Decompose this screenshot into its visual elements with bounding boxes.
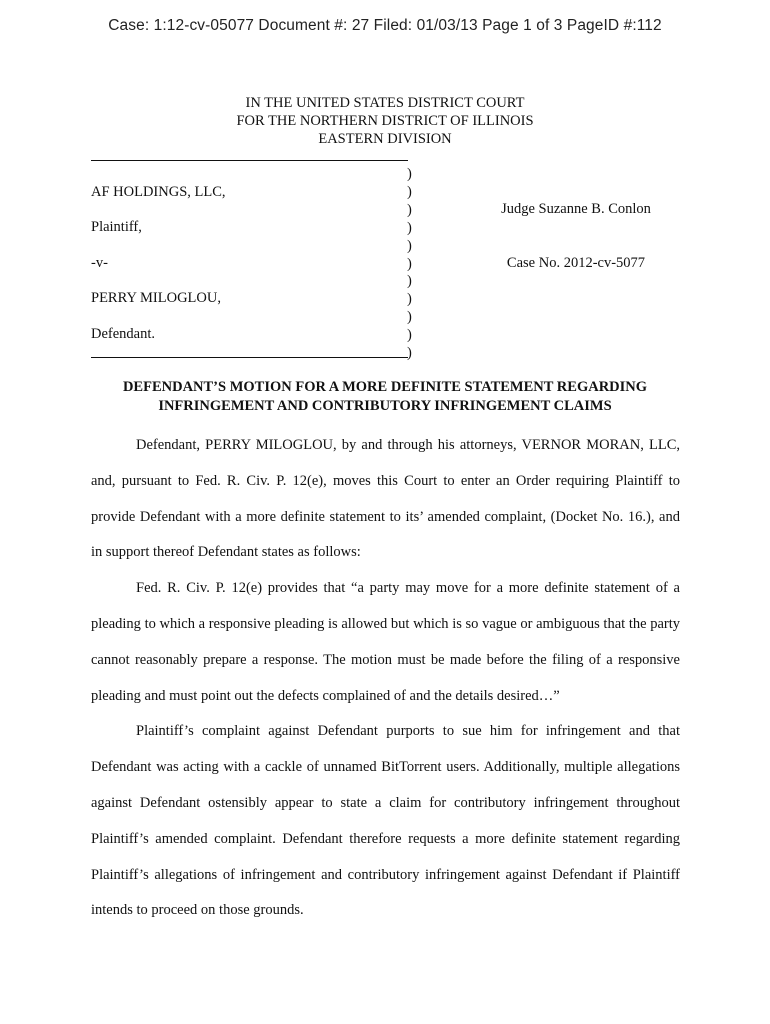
court-heading: [0, 94, 770, 148]
body-paragraph-1: Defendant, PERRY MILOGLOU, by and through his attorneys, VERNOR MORAN, LLC, and, pursuant to Fed. R. Civ. P. 12(e), moves this Court to enter an Order requiring Plaintiff to provide Defendant with a more definite statement to its’ amended complaint, (Docket No. 16.), and in support thereof Defendant states as follows:: [91, 437, 680, 561]
court-line-2: FOR THE NORTHERN DISTRICT OF ILLINOIS: [236, 113, 534, 129]
body-paragraph-2: Fed. R. Civ. P. 12(e) provides that “a party may move for a more definite statement of a pleading to which a responsive pleading is allowed but which is so vague or ambiguous that the party cannot reasonably prepare a response. The motion must be made before the filing of a responsive pleading and must point out the defects complained of and the details desired…”: [91, 580, 680, 704]
case-caption: [91, 160, 691, 360]
motion-body: [91, 428, 680, 929]
plaintiff-role: Plaintiff,: [91, 219, 142, 235]
judge-name: Judge Suzanne B. Conlon: [501, 201, 651, 217]
motion-title: [0, 378, 770, 416]
versus: -v-: [91, 255, 108, 271]
defendant-name: PERRY MILOGLOU,: [91, 290, 221, 306]
motion-title-line-2: INFRINGEMENT AND CONTRIBUTORY INFRINGEMENT CLAIMS: [158, 398, 612, 414]
case-number: Case No. 2012-cv-5077: [506, 255, 646, 271]
ecf-header: Case: 1:12-cv-05077 Document #: 27 Filed: 01/03/13 Page 1 of 3 PageID #:112: [108, 17, 662, 34]
body-paragraph-3: Plaintiff’s complaint against Defendant purports to sue him for infringement and that Defendant was acting with a cackle of unnamed BitTorrent users. Additionally, multiple allegations against Defendant ostensibly appear to state a claim for contributory infringement throughout Plaintiff’s amended complaint. Defendant therefore requests a more definite statement regarding Plaintiff’s allegations of infringement and contributory infringement against Defendant if Plaintiff intends to proceed on those grounds.: [91, 723, 680, 919]
court-line-1: IN THE UNITED STATES DISTRICT COURT: [245, 95, 525, 111]
caption-top-rule: [91, 160, 408, 161]
caption-paren-column: ) ) ) ) ) ) ) ) ) ) ): [407, 166, 412, 362]
motion-title-line-1: DEFENDANT’S MOTION FOR A MORE DEFINITE STATEMENT REGARDING: [122, 379, 648, 395]
plaintiff-name: AF HOLDINGS, LLC,: [91, 184, 226, 200]
defendant-role: Defendant.: [91, 326, 156, 342]
caption-bottom-rule: [91, 357, 408, 358]
court-line-3: EASTERN DIVISION: [318, 131, 452, 147]
